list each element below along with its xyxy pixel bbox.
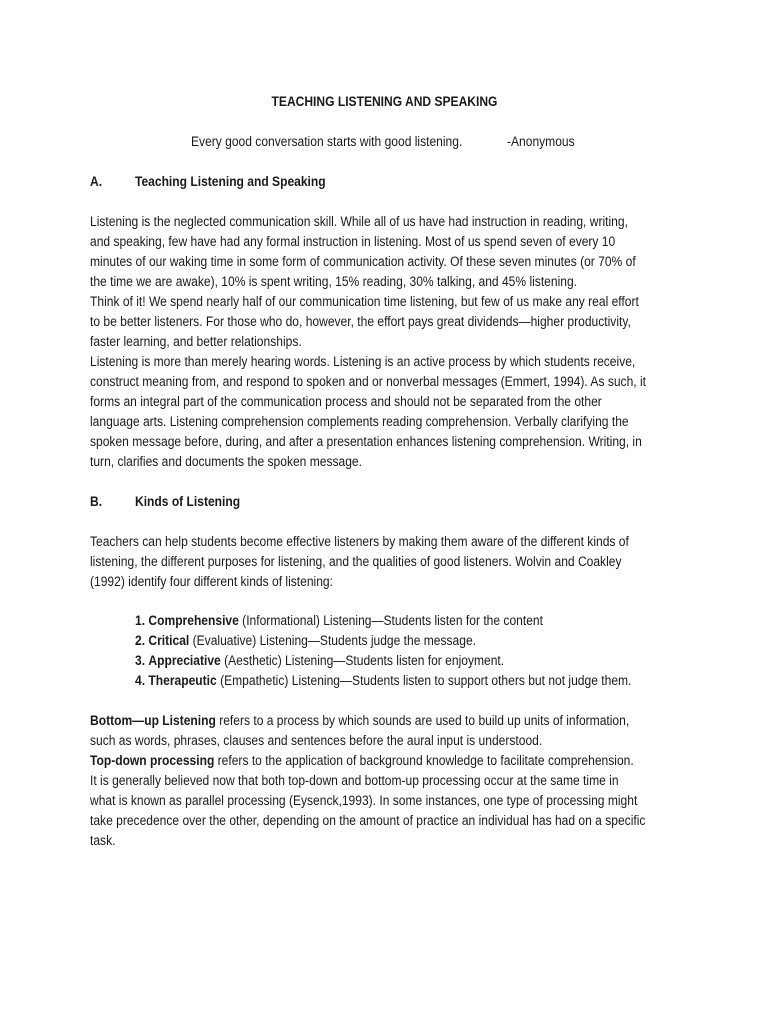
- text-line: task.: [90, 833, 116, 848]
- epigraph-author: -Anonymous: [507, 134, 575, 149]
- list-item: 1. Comprehensive (Informational) Listening—Students listen for the content: [135, 613, 543, 628]
- text-line: and speaking, few have had any formal instruction in listening. Most of us spend seven of every 10: [90, 234, 616, 249]
- text-line: faster learning, and better relationships.: [90, 334, 302, 349]
- text-line: such as words, phrases, clauses and sentences before the aural input is understood.: [90, 733, 543, 748]
- text-line: (1992) identify four different kinds of listening:: [90, 574, 333, 589]
- text-line: what is known as parallel processing (Eysenck,1993). In some instances, one type of processing might: [90, 793, 638, 808]
- text-line: Top-down processing refers to the application of background knowledge to facilitate comprehension.: [90, 753, 634, 768]
- section-a-letter: A.: [90, 174, 103, 189]
- epigraph-quote: Every good conversation starts with good listening.: [191, 134, 463, 149]
- text-line: listening, the different purposes for listening, and the qualities of good listeners. Wolvin and Coakley: [90, 554, 622, 569]
- list-item: 2. Critical (Evaluative) Listening—Students judge the message.: [135, 633, 477, 648]
- text-line: It is generally believed now that both top-down and bottom-up processing occur at the same time in: [90, 773, 619, 788]
- section-b-heading: Kinds of Listening: [135, 494, 241, 509]
- list-item: 3. Appreciative (Aesthetic) Listening—Students listen for enjoyment.: [135, 653, 505, 668]
- section-b-letter: B.: [90, 494, 103, 509]
- text-line: to be better listeners. For those who do, however, the effort pays great dividends—higher productivity,: [90, 314, 631, 329]
- text-line: Think of it! We spend nearly half of our communication time listening, but few of us make any real effort: [90, 294, 639, 309]
- section-a-heading: Teaching Listening and Speaking: [135, 174, 326, 189]
- text-line: spoken message before, during, and after a presentation enhances listening comprehension. Writing, in: [90, 434, 642, 449]
- text-line: Bottom—up Listening refers to a process by which sounds are used to build up units of information,: [90, 713, 630, 728]
- text-line: Listening is more than merely hearing words. Listening is an active process by which students receive,: [90, 354, 636, 369]
- text-line: forms an integral part of the communication process and should not be separated from the other: [90, 394, 602, 409]
- text-line: construct meaning from, and respond to spoken and or nonverbal messages (Emmert, 1994). As such, it: [90, 374, 647, 389]
- text-line: Listening is the neglected communication skill. While all of us have had instruction in reading, writing,: [90, 214, 628, 229]
- text-line: minutes of our waking time in some form of communication activity. Of these seven minutes (or 70% of: [90, 254, 636, 269]
- text-line: the time we are awake), 10% is spent writing, 15% reading, 30% talking, and 45% listening.: [90, 274, 578, 289]
- text-line: take precedence over the other, depending on the amount of practice an individual has had on a specific: [90, 813, 646, 828]
- text-line: Teachers can help students become effective listeners by making them aware of the different kinds of: [90, 534, 629, 549]
- list-item: 4. Therapeutic (Empathetic) Listening—Students listen to support others but not judge them.: [135, 673, 632, 688]
- text-line: language arts. Listening comprehension complements reading comprehension. Verbally clarifying the: [90, 414, 629, 429]
- document-title: TEACHING LISTENING AND SPEAKING: [271, 94, 497, 109]
- text-line: turn, clarifies and documents the spoken message.: [90, 454, 362, 469]
